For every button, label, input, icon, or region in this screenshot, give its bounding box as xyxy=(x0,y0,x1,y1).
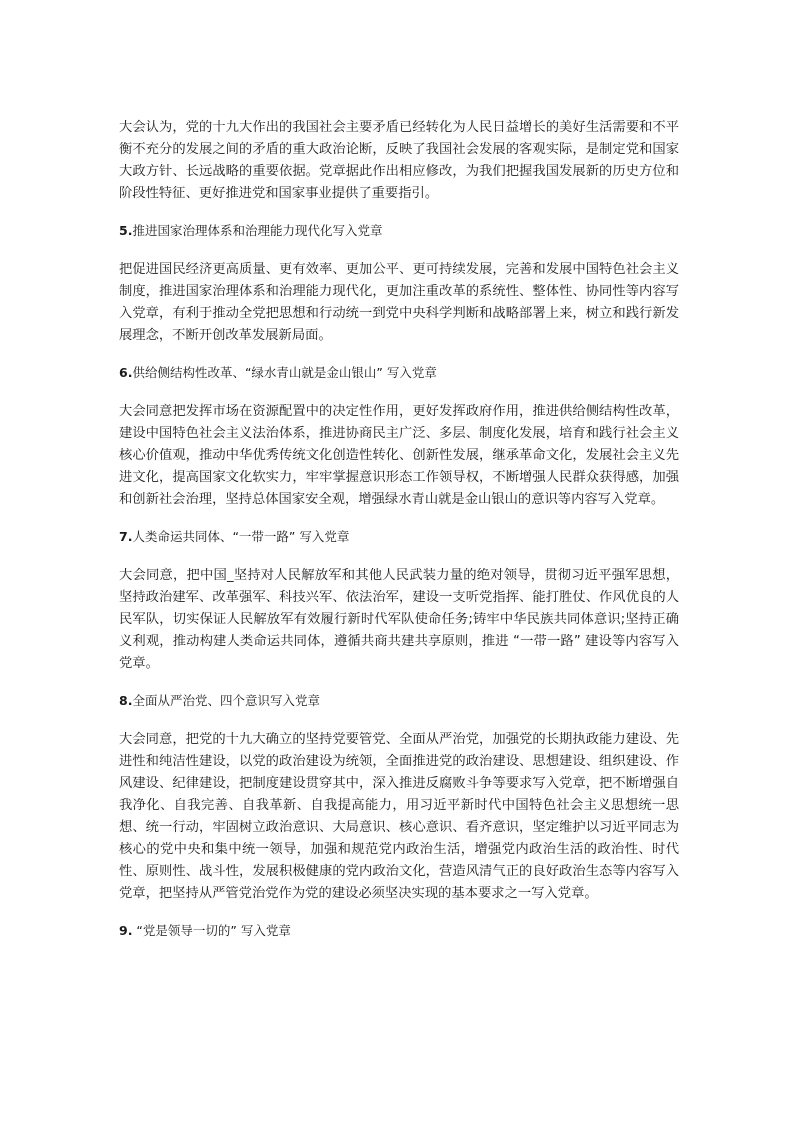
section-6-heading xyxy=(119,362,679,384)
section-6-body: 大会同意把发挥市场在资源配置中的决定性作用，更好发挥政府作用，推进供给侧结构性改革，建设中国特色社会主义法治体系，推进协商民主广泛、多层、制度化发展，培育和践行社会主义核心价值观，推动中华优秀传统文化创造性转化、创新性发展，继承革命文化，发展社会主义先进文化，提高国家文化软实力，牢牢掌握意识形态工作领导权，不断增强人民群众获得感，加强和创新社会治理，坚持总体国家安全观，增强绿水青山就是金山银山的意识等内容写入党章。 xyxy=(119,404,679,507)
section-8-number: 8. xyxy=(119,693,133,708)
section-5-heading xyxy=(119,220,679,242)
section-6-number: 6. xyxy=(119,365,133,380)
document-page xyxy=(119,117,679,942)
section-5-title: 推进国家治理体系和治理能力现代化写入党章 xyxy=(132,223,383,238)
section-9-number: 9. xyxy=(119,923,133,938)
section-9-title: “党是领导一切的” 写入党章 xyxy=(132,923,291,938)
section-8-body: 大会同意，把党的十九大确立的坚持党要管党、全面从严治党，加强党的长期执政能力建设、先进性和纯洁性建设，以党的政治建设为统领，全面推进党的政治建设、思想建设、组织建设、作风建设、纪律建设，把制度建设贯穿其中，深入推进反腐败斗争等要求写入党章，把不断增强自我净化、自我完善、自我革新、自我提高能力，用习近平新时代中国特色社会主义思想统一思想、统一行动，牢固树立政治意识、大局意识、核心意识、看齐意识，坚定维护以习近平同志为核心的党中央和集中统一领导，加强和规范党内政治生活，增强党内政治生活的政治性、时代性、原则性、战斗性，发展积极健康的党内政治文化，营造风清气正的良好政治生态等内容写入党章，把坚持从严管党治党作为党的建设必须坚决实现的基本要求之一写入党章。 xyxy=(119,732,679,901)
section-5-number: 5. xyxy=(119,223,133,238)
section-9-heading xyxy=(119,920,679,942)
section-5-body: 把促进国民经济更高质量、更有效率、更加公平、更可持续发展，完善和发展中国特色社会主义制度，推进国家治理体系和治理能力现代化，更加注重改革的系统性、整体性、协同性等内容写入党章，有利于推动全党把思想和行动统一到党中央科学判断和战略部署上来，树立和践行新发展理念，不断开创改革发展新局面。 xyxy=(119,262,679,343)
section-7-number: 7. xyxy=(119,529,133,544)
section-7-heading xyxy=(119,526,679,548)
section-7-body: 大会同意，把中国_坚持对人民解放军和其他人民武装力量的绝对领导，贯彻习近平强军思想，坚持政治建军、改革强军、科技兴军、依法治军，建设一支听党指挥、能打胜仗、作风优良的人民军队，切实保证人民解放军有效履行新时代军队使命任务;铸牢中华民族共同体意识;坚持正确义利观，推动构建人类命运共同体，遵循共商共建共享原则，推进 “一带一路” 建设等内容写入党章。 xyxy=(119,568,679,671)
section-6-title: 供给侧结构性改革、“绿水青山就是金山银山” 写入党章 xyxy=(132,365,437,380)
section-8-heading xyxy=(119,690,679,712)
section-7-title: 人类命运共同体、“一带一路” 写入党章 xyxy=(132,529,350,544)
section-8-title: 全面从严治党、四个意识写入党章 xyxy=(132,693,320,708)
intro-paragraph: 大会认为，党的十九大作出的我国社会主要矛盾已经转化为人民日益增长的美好生活需要和不平衡不充分的发展之间的矛盾的重大政治论断，反映了我国社会发展的客观实际，是制定党和国家大政方针、长远战略的重要依据。党章据此作出相应修改，为我们把握我国发展新的历史方位和阶段性特征、更好推进党和国家事业提供了重要指引。 xyxy=(119,120,679,201)
